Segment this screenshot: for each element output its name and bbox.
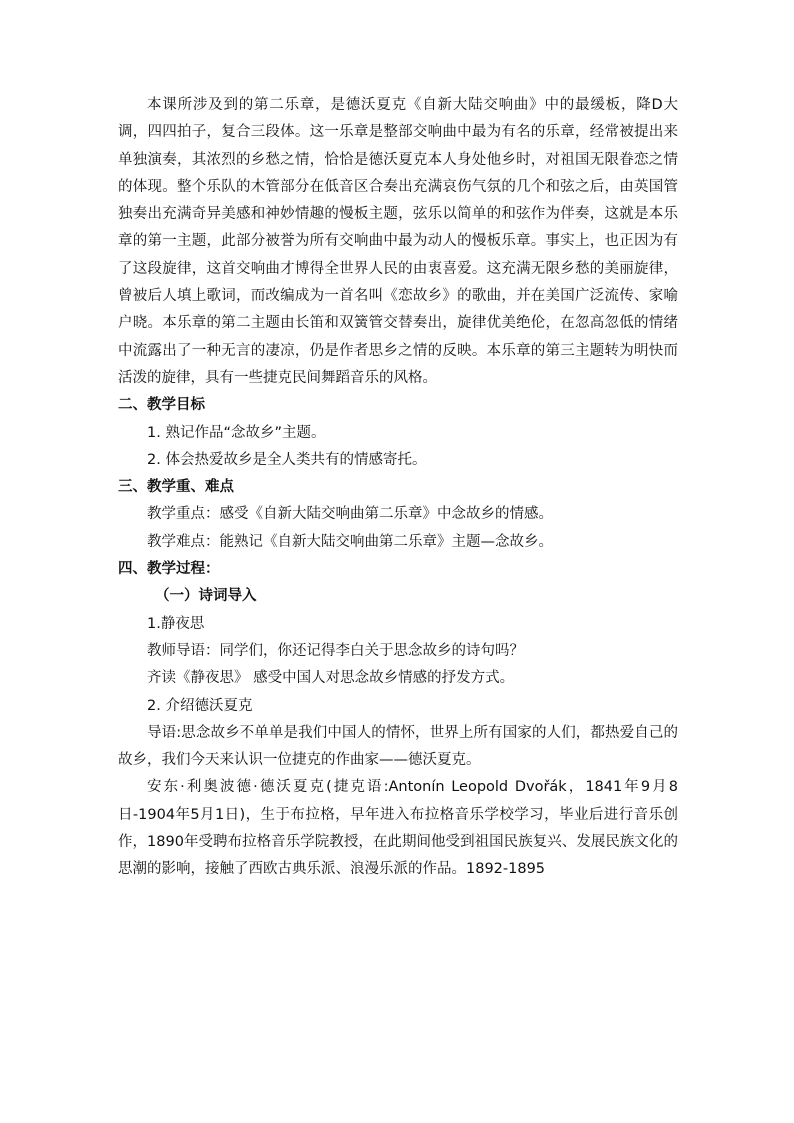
difficult-point-item: 教学难点：能熟记《自新大陆交响曲第二乐章》主题—念故乡。	[147, 533, 553, 550]
process-item-2-title: 2. 介绍德沃夏克	[147, 697, 253, 714]
process-item-2-paragraph: 导语:思念故乡不单单是我们中国人的情怀，世界上所有国家的人们，都热爱自己的故乡，我们今天来认识一位捷克的作曲家——德沃夏克。	[118, 724, 678, 769]
section-heading-teaching-goals: 二、教学目标	[118, 397, 205, 414]
section-heading-teaching-process: 四、教学过程：	[118, 561, 220, 578]
document-page	[118, 92, 678, 884]
biography-paragraph: 安东·利奥波德·德沃夏克(捷克语:Antonín Leopold Dvořák，1841年9月8日-1904年5月1日)，生于布拉格，早年进入布拉格音乐学校学习，毕业后进行音乐创作，1890年受聘布拉格音乐学院教授，在此期间他受到祖国民族复兴、发展民族文化的思潮的影响，接触了西欧古典乐派、浪漫乐派的作品。1892-1895	[118, 779, 678, 878]
key-point-item: 教学重点：感受《自新大陆交响曲第二乐章》中念故乡的情感。	[147, 506, 553, 523]
goal-item-1: 1. 熟记作品“念故乡”主题。	[147, 424, 326, 441]
sub-heading-poem-intro: （一）诗词导入	[155, 588, 257, 605]
goal-item-2: 2. 体会热爱故乡是全人类共有的情感寄托。	[147, 451, 427, 468]
process-item-1-line-2: 齐读《静夜思》 感受中国人对思念故乡情感的抒发方式。	[147, 670, 515, 687]
section-heading-key-points: 三、教学重、难点	[118, 479, 234, 496]
process-item-1-title: 1.静夜思	[147, 615, 205, 632]
intro-paragraph: 本课所涉及到的第二乐章，是德沃夏克《自新大陆交响曲》中的最缓板，降D大调，四四拍子，复合三段体。这一乐章是整部交响曲中最为有名的乐章，经常被提出来单独演奏，其浓烈的乡愁之情，恰恰是德沃夏克本人身处他乡时，对祖国无限眷恋之情的体现。整个乐队的木管部分在低音区合奏出充满哀伤气氛的几个和弦之后，由英国管独奏出充满奇异美感和神妙情趣的慢板主题，弦乐以简单的和弦作为伴奏，这就是本乐章的第一主题，此部分被誉为所有交响曲中最为动人的慢板乐章。事实上，也正因为有了这段旋律，这首交响曲才博得全世界人民的由衷喜爱。这充满无限乡愁的美丽旋律，曾被后人填上歌词，而改编成为一首名叫《恋故乡》的歌曲，并在美国广泛流传、家喻户晓。本乐章的第二主题由长笛和双簧管交替奏出，旋律优美绝伦，在忽高忽低的情绪中流露出了一种无言的凄凉，仍是作者思乡之情的反映。本乐章的第三主题转为明快而活泼的旋律，具有一些捷克民间舞蹈音乐的风格。	[118, 97, 678, 386]
process-item-1-line-1: 教师导语：同学们，你还记得李白关于思念故乡的诗句吗？	[147, 642, 524, 659]
